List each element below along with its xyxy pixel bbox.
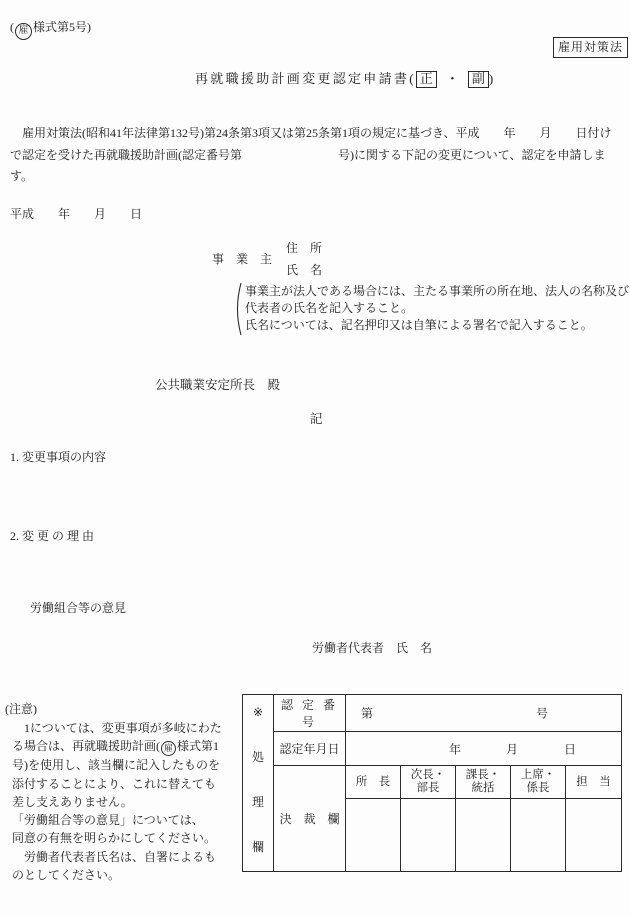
notes-line-7: 同意の有無を明らかにしてください。: [12, 831, 217, 846]
cert-date-value: [346, 732, 622, 766]
approval-header-text2: 部長: [416, 782, 440, 794]
processing-char-4: 欄: [251, 839, 264, 854]
approval-header-text: 上席・: [520, 769, 556, 781]
approval-header-senior: [511, 766, 566, 799]
cert-number-suffix: 号: [536, 706, 549, 721]
processing-column: [243, 695, 274, 872]
employer-note-line-2: 代表者の氏名を記入すること。: [245, 301, 414, 315]
intro-line-1: 雇用対策法(昭和41年法律第132号)第24条第3項又は第25条第1項の規定に基づき、平成 年 月 日付け: [10, 126, 612, 140]
notes-line-2: [12, 737, 222, 756]
processing-char-3: 理: [251, 794, 264, 809]
section-mark: 記: [310, 412, 323, 426]
approval-header-text2: 統括: [471, 782, 495, 794]
law-badge: 雇用対策法: [553, 37, 628, 58]
notes-body: [12, 719, 222, 884]
cert-date-year: 年: [449, 742, 462, 756]
title-text: 再就職援助計画変更認定申請書(: [195, 71, 416, 86]
processing-table: [242, 694, 622, 872]
cert-date-month: 月: [506, 742, 519, 756]
cert-number-value: [346, 695, 622, 732]
cert-number-prefix: 第: [361, 706, 374, 721]
notes-line-2-pre: る場合は、再就職援助計画(: [12, 739, 160, 754]
approval-cell-deputy: [401, 799, 456, 872]
notes-line-6: 「労働組合等の意見」については、: [12, 813, 204, 828]
employer-address-label: 住 所: [286, 241, 323, 255]
employer-note-text: [242, 282, 630, 336]
notes-line-2-post: 様式第1: [177, 739, 220, 754]
processing-column-label: [243, 705, 273, 855]
cert-date-label: 認定年月日: [274, 732, 346, 766]
processing-char-1: ※: [252, 704, 264, 719]
form-number-rest: 様式第5号): [33, 20, 91, 34]
approval-header-text2: 係長: [526, 782, 550, 794]
employer-note-line-1: 事業主が法人である場合には、主たる事業所の所在地、法人の名称及び: [245, 284, 630, 298]
approval-cell-staff: [566, 799, 622, 872]
document-title: [195, 70, 496, 88]
duplicate-copy-mark: 副: [468, 71, 489, 88]
intro-line-3: す。: [10, 169, 34, 183]
notes-line-8: 労働者代表者氏名は、自署によるも: [12, 849, 217, 864]
employer-name-label: 氏 名: [286, 263, 323, 277]
form-number: [10, 19, 91, 40]
approval-header-deputy: [401, 766, 456, 799]
notes-line-3: 号)を使用し、該当欄に記入したものを: [12, 758, 220, 773]
cert-number-label: 認 定 番 号: [274, 695, 346, 732]
approval-header-text: 所 長: [355, 775, 391, 788]
notes-line-1: 1については、変更事項が多岐にわた: [12, 721, 222, 735]
notes-line-4: 添付することにより、これに替えても: [12, 776, 217, 791]
approval-cell-section: [456, 799, 511, 872]
form-number-open: (: [10, 20, 14, 34]
item-2-heading: 2. 変 更 の 理 由: [10, 529, 95, 543]
union-opinion-label: 労働組合等の意見: [30, 601, 127, 615]
item-1-heading: 1. 変更事項の内容: [10, 450, 107, 464]
notes-line-5: 差し支えありません。: [12, 794, 133, 809]
approval-cell-senior: [511, 799, 566, 872]
circled-kanji-mark: 雇: [15, 23, 32, 40]
employer-note: [233, 282, 630, 336]
intro-line-2: で認定を受けた再就職援助計画(認定番号第 号)に関する下記の変更について、認定を申請しま: [10, 147, 606, 162]
employer-note-line-3: 氏名については、記名押印又は自筆による署名で記入すること。: [245, 318, 593, 332]
processing-char-2: 処: [251, 749, 264, 764]
intro-paragraph: [10, 123, 612, 188]
worker-representative-label: 労働者代表者 氏 名: [312, 641, 433, 655]
approval-header-text: 担 当: [576, 775, 611, 788]
title-dot: ・: [445, 71, 459, 86]
approval-header-text: 課長・: [465, 769, 501, 781]
approval-label: 決 裁 欄: [274, 766, 346, 872]
date-line: 平成 年 月 日: [10, 207, 143, 221]
left-paren-icon: [233, 282, 242, 336]
title-close: ): [488, 71, 496, 86]
circled-kanji-mark-small: 雇: [161, 741, 176, 756]
original-copy-mark: 正: [416, 71, 437, 88]
approval-header-section: [456, 766, 511, 799]
addressee-line: 公共職業安定所長 殿: [155, 378, 281, 392]
notes-line-9: のとしてください。: [12, 868, 121, 883]
cert-date-day: 日: [564, 742, 577, 756]
approval-header-chief: [346, 766, 401, 799]
approval-cell-chief: [346, 799, 401, 872]
employer-label: 事 業 主: [212, 252, 273, 266]
approval-header-staff: [566, 766, 622, 799]
notes-heading: (注意): [5, 702, 37, 716]
approval-header-text: 次長・: [410, 769, 446, 781]
